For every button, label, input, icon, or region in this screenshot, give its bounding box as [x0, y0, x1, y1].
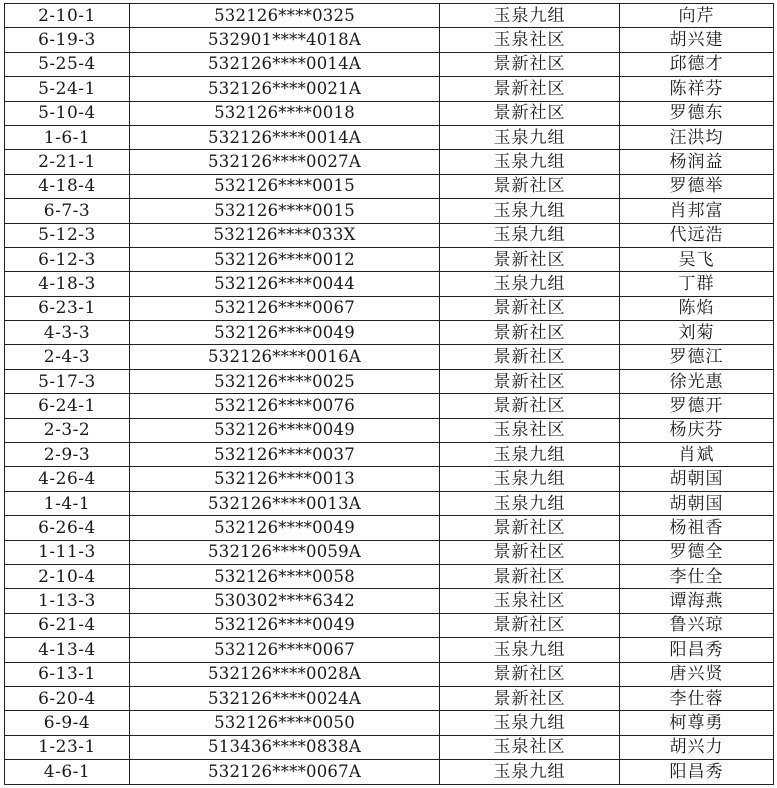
id-number-cell: 513436****0838A — [130, 735, 440, 759]
record-code-cell: 1-4-1 — [5, 491, 130, 515]
person-name-cell: 罗德东 — [620, 101, 774, 125]
person-name-cell: 谭海燕 — [620, 589, 774, 613]
record-code-cell: 2-9-3 — [5, 443, 130, 467]
community-cell: 景新社区 — [440, 101, 620, 125]
community-cell: 景新社区 — [440, 369, 620, 393]
community-cell: 玉泉社区 — [440, 589, 620, 613]
record-code-cell: 2-10-4 — [5, 564, 130, 588]
community-cell: 玉泉九组 — [440, 125, 620, 149]
record-code-cell: 1-6-1 — [5, 125, 130, 149]
person-name-cell: 李仕全 — [620, 564, 774, 588]
table-row — [5, 101, 774, 125]
person-name-cell: 罗德举 — [620, 174, 774, 198]
id-number-cell: 530302****6342 — [130, 589, 440, 613]
record-code-cell: 5-12-3 — [5, 223, 130, 247]
person-name-cell: 汪洪均 — [620, 125, 774, 149]
community-cell: 玉泉九组 — [440, 4, 620, 28]
table-row — [5, 125, 774, 149]
table-row — [5, 491, 774, 515]
id-number-cell: 532126****0050 — [130, 711, 440, 735]
table-row — [5, 345, 774, 369]
community-cell: 景新社区 — [440, 321, 620, 345]
person-name-cell: 唐兴贤 — [620, 662, 774, 686]
table-row — [5, 516, 774, 540]
person-name-cell: 胡朝国 — [620, 467, 774, 491]
community-cell: 景新社区 — [440, 345, 620, 369]
table-row — [5, 296, 774, 320]
id-number-cell: 532901****4018A — [130, 28, 440, 52]
id-number-cell: 532126****0014A — [130, 125, 440, 149]
record-code-cell: 6-13-1 — [5, 662, 130, 686]
id-number-cell: 532126****0049 — [130, 418, 440, 442]
table-row — [5, 711, 774, 735]
table-row — [5, 638, 774, 662]
id-number-cell: 532126****0015 — [130, 199, 440, 223]
person-name-cell: 杨庆芬 — [620, 418, 774, 442]
table-row — [5, 150, 774, 174]
person-name-cell: 鲁兴琼 — [620, 613, 774, 637]
table-row — [5, 174, 774, 198]
table-row — [5, 418, 774, 442]
id-number-cell: 532126****0059A — [130, 540, 440, 564]
id-number-cell: 532126****0044 — [130, 272, 440, 296]
community-cell: 景新社区 — [440, 686, 620, 710]
community-cell: 玉泉九组 — [440, 199, 620, 223]
record-code-cell: 4-3-3 — [5, 321, 130, 345]
record-code-cell: 4-6-1 — [5, 760, 130, 784]
person-name-cell: 刘菊 — [620, 321, 774, 345]
record-code-cell: 6-23-1 — [5, 296, 130, 320]
community-cell: 玉泉九组 — [440, 223, 620, 247]
id-number-cell: 532126****0013A — [130, 491, 440, 515]
record-code-cell: 5-24-1 — [5, 77, 130, 101]
person-name-cell: 杨祖香 — [620, 516, 774, 540]
person-name-cell: 胡朝国 — [620, 491, 774, 515]
id-number-cell: 532126****0049 — [130, 321, 440, 345]
person-name-cell: 陈焰 — [620, 296, 774, 320]
id-number-cell: 532126****0067 — [130, 296, 440, 320]
community-cell: 玉泉九组 — [440, 760, 620, 784]
table-row — [5, 52, 774, 76]
person-name-cell: 柯尊勇 — [620, 711, 774, 735]
table-row — [5, 4, 774, 28]
record-code-cell: 6-20-4 — [5, 686, 130, 710]
table-row — [5, 394, 774, 418]
table-row — [5, 272, 774, 296]
community-cell: 景新社区 — [440, 174, 620, 198]
community-cell: 玉泉社区 — [440, 418, 620, 442]
person-name-cell: 向芹 — [620, 4, 774, 28]
record-code-cell: 5-25-4 — [5, 52, 130, 76]
community-cell: 景新社区 — [440, 52, 620, 76]
id-number-cell: 532126****0028A — [130, 662, 440, 686]
record-code-cell: 5-17-3 — [5, 369, 130, 393]
record-code-cell: 6-21-4 — [5, 613, 130, 637]
table-row — [5, 223, 774, 247]
person-name-cell: 胡兴建 — [620, 28, 774, 52]
table-row — [5, 613, 774, 637]
id-number-cell: 532126****0016A — [130, 345, 440, 369]
community-cell: 玉泉九组 — [440, 711, 620, 735]
record-code-cell: 6-12-3 — [5, 247, 130, 271]
community-cell: 玉泉九组 — [440, 467, 620, 491]
table-row — [5, 199, 774, 223]
record-code-cell: 6-9-4 — [5, 711, 130, 735]
table-row — [5, 589, 774, 613]
community-cell: 景新社区 — [440, 77, 620, 101]
community-cell: 景新社区 — [440, 394, 620, 418]
table-row — [5, 467, 774, 491]
id-number-cell: 532126****0037 — [130, 443, 440, 467]
community-cell: 玉泉社区 — [440, 28, 620, 52]
roster-table — [4, 3, 774, 785]
person-name-cell: 吴飞 — [620, 247, 774, 271]
record-code-cell: 2-4-3 — [5, 345, 130, 369]
table-row — [5, 564, 774, 588]
community-cell: 景新社区 — [440, 613, 620, 637]
record-code-cell: 2-21-1 — [5, 150, 130, 174]
table-row — [5, 686, 774, 710]
id-number-cell: 532126****0027A — [130, 150, 440, 174]
person-name-cell: 杨润益 — [620, 150, 774, 174]
person-name-cell: 肖斌 — [620, 443, 774, 467]
id-number-cell: 532126****0049 — [130, 613, 440, 637]
community-cell: 景新社区 — [440, 662, 620, 686]
id-number-cell: 532126****0049 — [130, 516, 440, 540]
person-name-cell: 罗德全 — [620, 540, 774, 564]
table-row — [5, 760, 774, 784]
record-code-cell: 2-3-2 — [5, 418, 130, 442]
record-code-cell: 4-26-4 — [5, 467, 130, 491]
person-name-cell: 代远浩 — [620, 223, 774, 247]
community-cell: 玉泉九组 — [440, 150, 620, 174]
id-number-cell: 532126****0076 — [130, 394, 440, 418]
person-name-cell: 丁群 — [620, 272, 774, 296]
community-cell: 景新社区 — [440, 247, 620, 271]
record-code-cell: 4-18-3 — [5, 272, 130, 296]
table-row — [5, 247, 774, 271]
community-cell: 玉泉九组 — [440, 443, 620, 467]
person-name-cell: 李仕蓉 — [620, 686, 774, 710]
id-number-cell: 532126****0018 — [130, 101, 440, 125]
record-code-cell: 4-13-4 — [5, 638, 130, 662]
id-number-cell: 532126****0024A — [130, 686, 440, 710]
record-code-cell: 6-19-3 — [5, 28, 130, 52]
table-row — [5, 321, 774, 345]
id-number-cell: 532126****0067 — [130, 638, 440, 662]
id-number-cell: 532126****0014A — [130, 52, 440, 76]
record-code-cell: 5-10-4 — [5, 101, 130, 125]
community-cell: 景新社区 — [440, 540, 620, 564]
record-code-cell: 1-11-3 — [5, 540, 130, 564]
record-code-cell: 1-23-1 — [5, 735, 130, 759]
table-row — [5, 662, 774, 686]
record-code-cell: 6-7-3 — [5, 199, 130, 223]
person-name-cell: 罗德江 — [620, 345, 774, 369]
person-name-cell: 阳昌秀 — [620, 760, 774, 784]
community-cell: 玉泉九组 — [440, 638, 620, 662]
table-row — [5, 540, 774, 564]
community-cell: 玉泉社区 — [440, 735, 620, 759]
id-number-cell: 532126****0025 — [130, 369, 440, 393]
table-row — [5, 443, 774, 467]
person-name-cell: 肖邦富 — [620, 199, 774, 223]
person-name-cell: 罗德开 — [620, 394, 774, 418]
table-row — [5, 735, 774, 759]
community-cell: 景新社区 — [440, 296, 620, 320]
person-name-cell: 阳昌秀 — [620, 638, 774, 662]
person-name-cell: 陈祥芬 — [620, 77, 774, 101]
roster-table-body — [5, 4, 774, 785]
id-number-cell: 532126****0013 — [130, 467, 440, 491]
record-code-cell: 6-26-4 — [5, 516, 130, 540]
record-code-cell: 1-13-3 — [5, 589, 130, 613]
table-row — [5, 28, 774, 52]
id-number-cell: 532126****0021A — [130, 77, 440, 101]
id-number-cell: 532126****0067A — [130, 760, 440, 784]
person-name-cell: 胡兴力 — [620, 735, 774, 759]
record-code-cell: 2-10-1 — [5, 4, 130, 28]
person-name-cell: 邱德才 — [620, 52, 774, 76]
community-cell: 景新社区 — [440, 564, 620, 588]
community-cell: 玉泉九组 — [440, 491, 620, 515]
table-row — [5, 77, 774, 101]
id-number-cell: 532126****0015 — [130, 174, 440, 198]
table-row — [5, 369, 774, 393]
community-cell: 景新社区 — [440, 516, 620, 540]
record-code-cell: 4-18-4 — [5, 174, 130, 198]
id-number-cell: 532126****033X — [130, 223, 440, 247]
community-cell: 玉泉九组 — [440, 272, 620, 296]
id-number-cell: 532126****0325 — [130, 4, 440, 28]
person-name-cell: 徐光惠 — [620, 369, 774, 393]
id-number-cell: 532126****0058 — [130, 564, 440, 588]
id-number-cell: 532126****0012 — [130, 247, 440, 271]
record-code-cell: 6-24-1 — [5, 394, 130, 418]
